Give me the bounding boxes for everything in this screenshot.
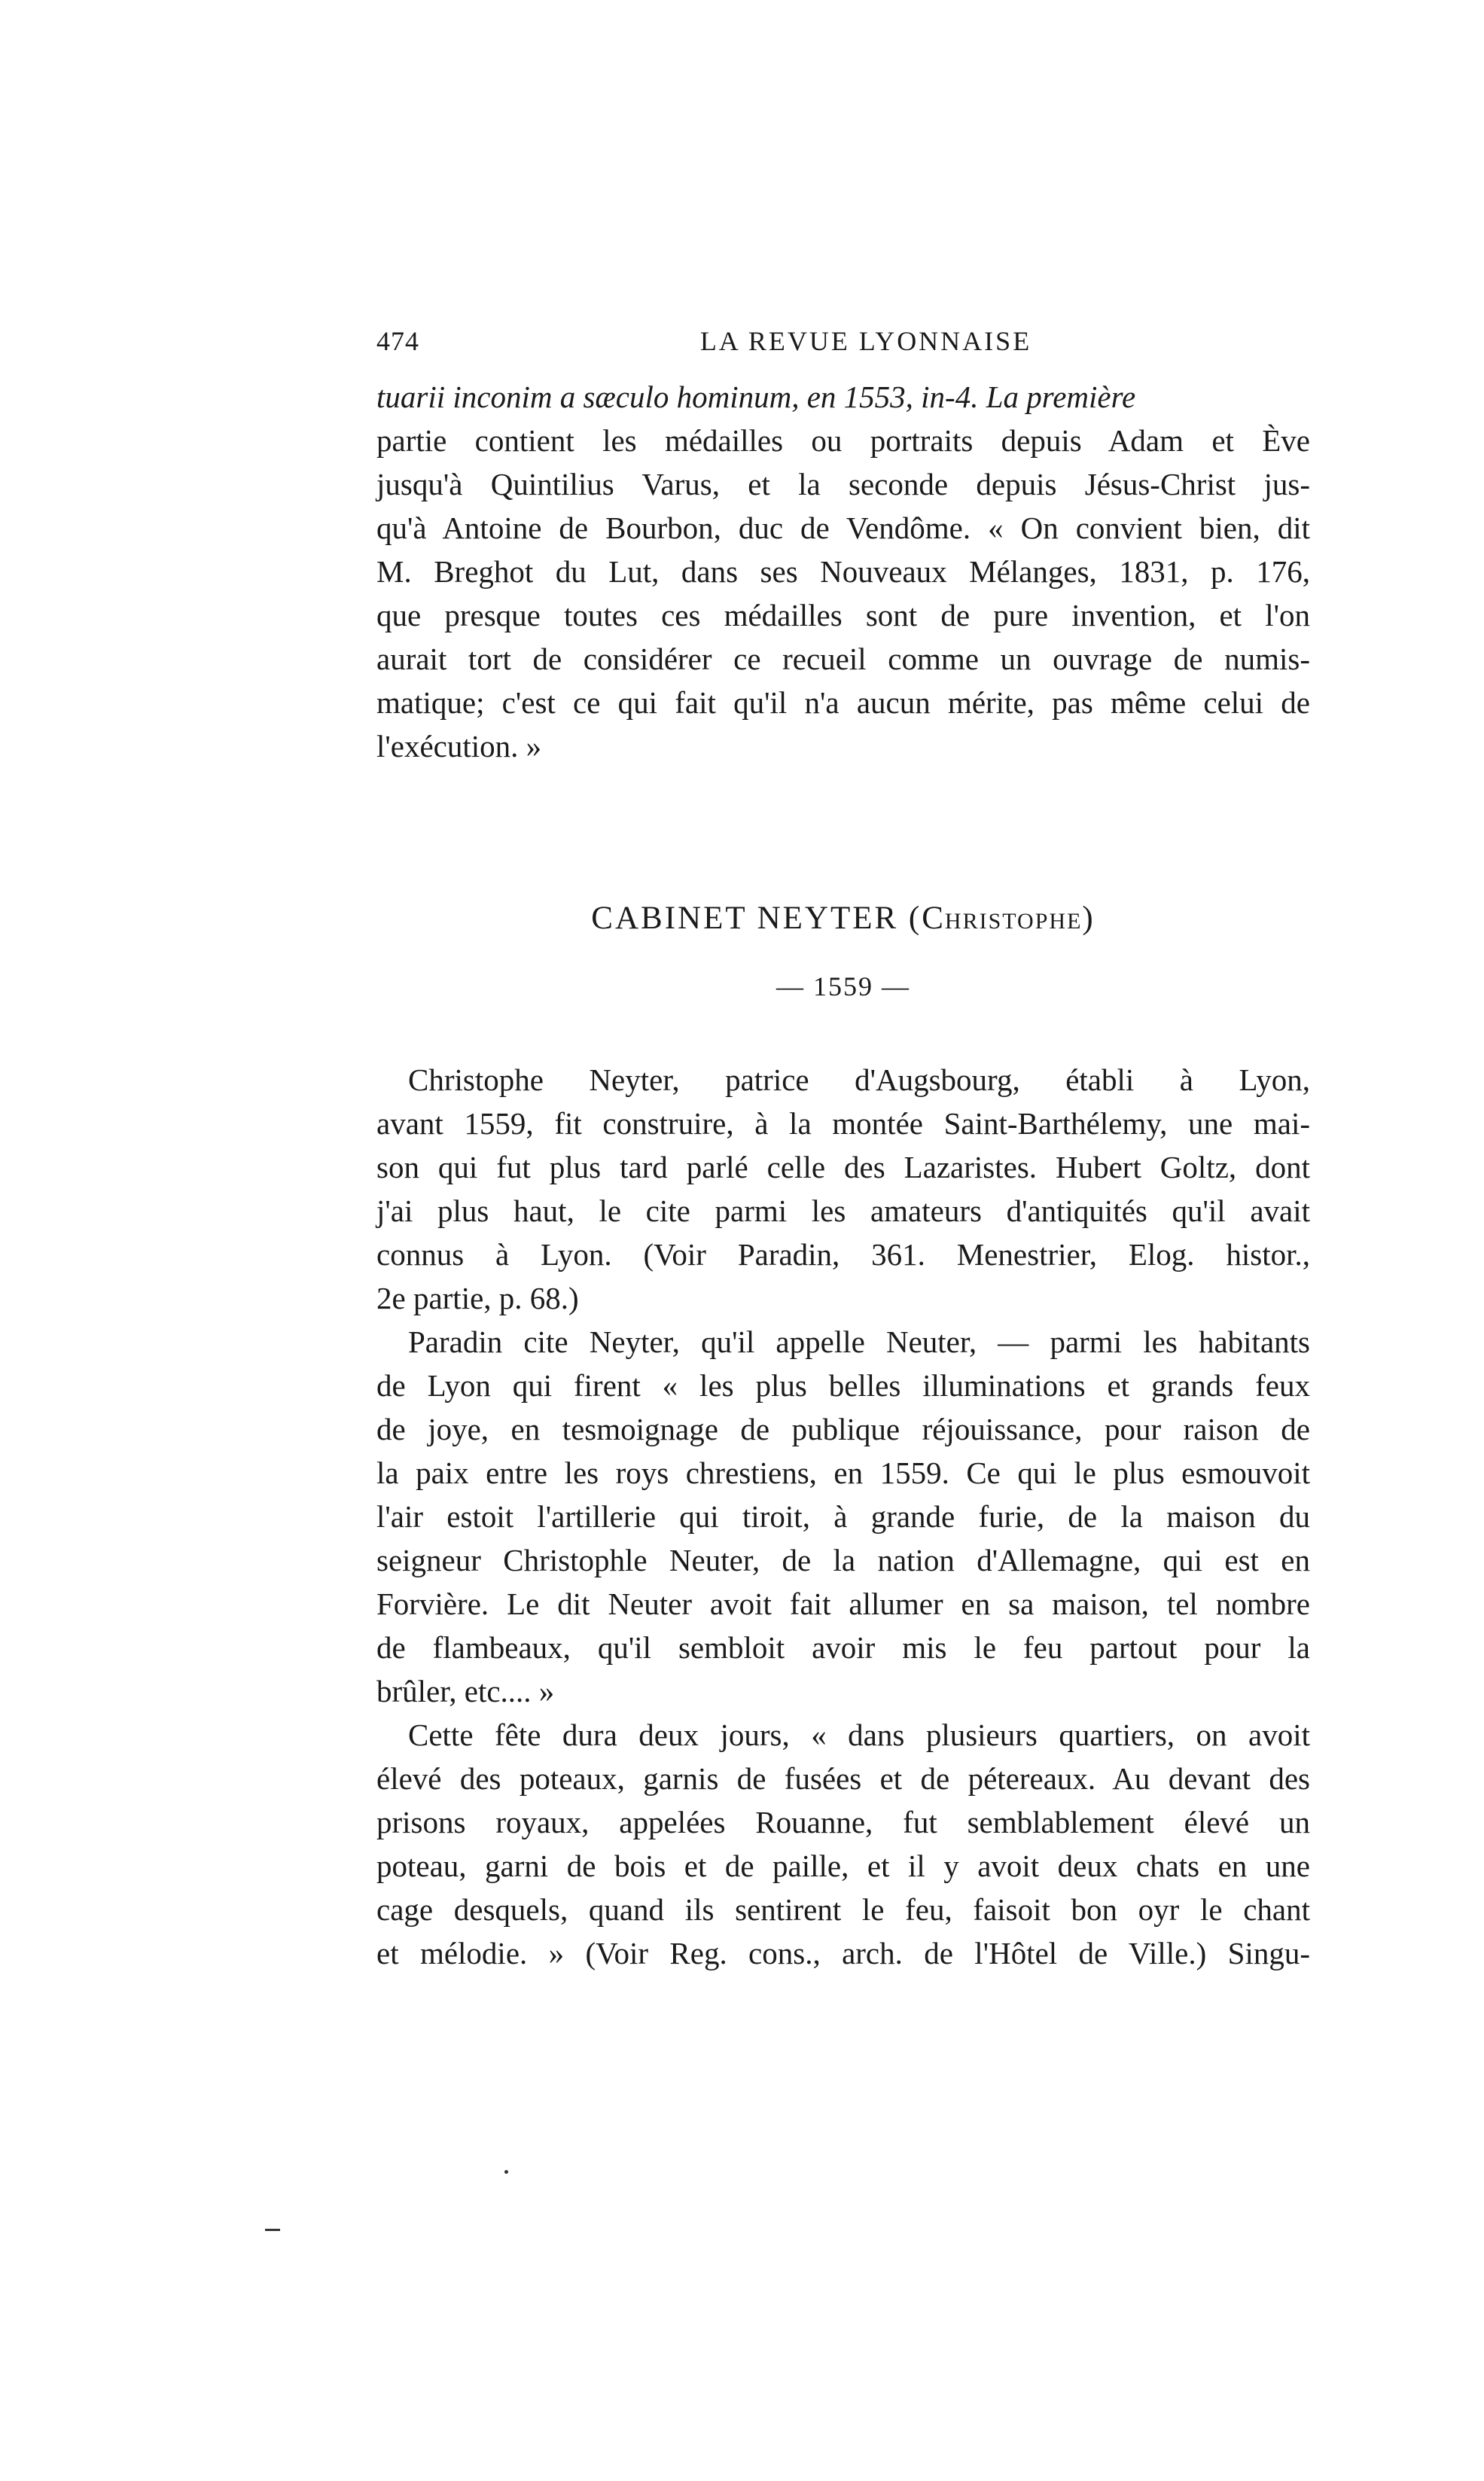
text-line: aurait tort de considérer ce recueil comme un ouvrage de numis- <box>376 642 1310 676</box>
text-line: de joye, en tesmoignage de publique réjouissance, pour raison de <box>376 1412 1310 1446</box>
text-line: l'air estoit l'artillerie qui tiroit, à grande furie, de la maison du <box>376 1499 1310 1534</box>
text-line: et mélodie. » (Voir Reg. cons., arch. de l'Hôtel de Ville.) Singu- <box>376 1936 1310 1970</box>
section-year: — 1559 — <box>776 971 910 1001</box>
text-line: connus à Lyon. (Voir Paradin, 361. Menestrier, Elog. histor., <box>376 1237 1310 1272</box>
text-line: Cette fête dura deux jours, « dans plusieurs quartiers, on avoit <box>408 1717 1310 1752</box>
paragraph <box>376 1713 1310 1975</box>
text-line: matique; c'est ce qui fait qu'il n'a aucun mérite, pas même celui de <box>376 685 1310 720</box>
text-line: élevé des poteaux, garnis de fusées et de pétereaux. Au devant des <box>376 1761 1310 1796</box>
ink-speck <box>504 2170 508 2174</box>
text-line: seigneur Christophle Neuter, de la nation d'Allemagne, qui est en <box>376 1543 1310 1577</box>
section-body <box>376 1058 1310 1975</box>
running-title: LA REVUE LYONNAISE <box>699 326 1032 356</box>
text-line: jusqu'à Quintilius Varus, et la seconde depuis Jésus-Christ jus- <box>376 467 1310 501</box>
paragraph-continued <box>376 375 1310 768</box>
text-line: cage desquels, quand ils sentirent le feu, faisoit bon oyr le chant <box>376 1892 1310 1927</box>
section-title-main: CABINET NEYTER ( <box>591 901 922 936</box>
page-number: 474 <box>376 326 419 356</box>
page-header <box>376 325 1310 363</box>
text-line: avant 1559, fit construire, à la montée Saint-Barthélemy, une mai- <box>376 1106 1310 1141</box>
ink-dash <box>265 2229 280 2231</box>
text-line: 2e partie, p. 68.) <box>376 1281 579 1315</box>
section-title <box>376 896 1310 941</box>
text-line: tuarii inconim a sæculo hominum, en 1553, in-4. La première <box>376 379 1136 414</box>
paragraph <box>376 1320 1310 1713</box>
text-line: la paix entre les roys chrestiens, en 1559. Ce qui le plus esmouvoit <box>376 1455 1310 1490</box>
text-line: son qui fut plus tard parlé celle des Lazaristes. Hubert Goltz, dont <box>376 1150 1310 1184</box>
text-line: brûler, etc.... » <box>376 1674 555 1708</box>
text-line: de Lyon qui firent « les plus belles illuminations et grands feux <box>376 1368 1310 1403</box>
text-line: poteau, garni de bois et de paille, et il y avoit deux chats en une <box>376 1849 1310 1883</box>
text-line: j'ai plus haut, le cite parmi les amateurs d'antiquités qu'il avait <box>376 1193 1310 1228</box>
text-line: de flambeaux, qu'il sembloit avoir mis le feu partout pour la <box>376 1630 1310 1665</box>
paragraph <box>376 1058 1310 1320</box>
text-line: Christophe Neyter, patrice d'Augsbourg, établi à Lyon, <box>408 1062 1310 1097</box>
text-line: qu'à Antoine de Bourbon, duc de Vendôme. « On convient bien, dit <box>376 511 1310 545</box>
text-line: partie contient les médailles ou portraits depuis Adam et Ève <box>376 423 1310 458</box>
text-line: l'exécution. » <box>376 729 542 764</box>
section-title-close: ) <box>1082 901 1095 936</box>
section-title-name: Christophe <box>922 901 1083 936</box>
text-line: que presque toutes ces médailles sont de pure invention, et l'on <box>376 598 1310 632</box>
text-line: M. Breghot du Lut, dans ses Nouveaux Mélanges, 1831, p. 176, <box>376 554 1310 589</box>
text-line: Forvière. Le dit Neuter avoit fait allumer en sa maison, tel nombre <box>376 1586 1310 1621</box>
text-line: prisons royaux, appelées Rouanne, fut semblablement élevé un <box>376 1805 1310 1839</box>
text-line: Paradin cite Neyter, qu'il appelle Neuter, — parmi les habitants <box>408 1324 1310 1359</box>
